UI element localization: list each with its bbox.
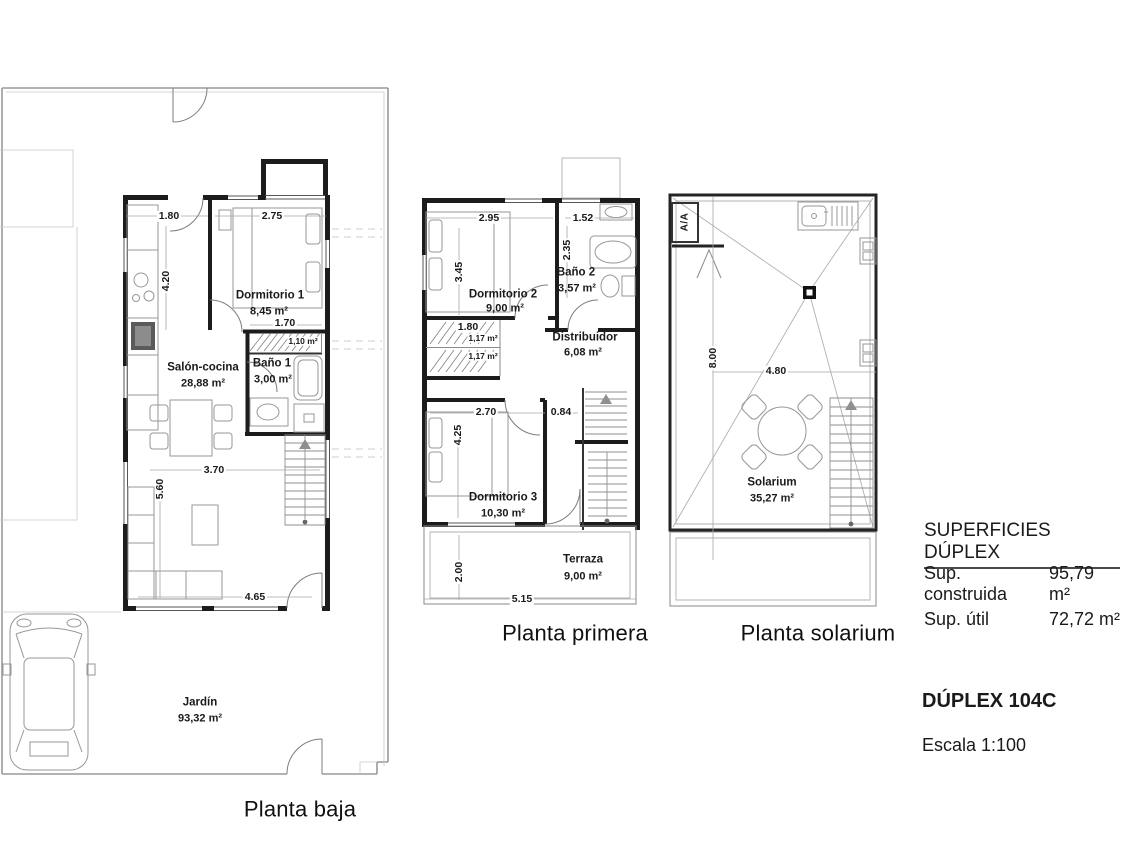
dim-dorm3-width: 2.70 <box>475 405 497 418</box>
dim-solarium-height: 8.00 <box>706 347 719 369</box>
car-top-view <box>3 614 95 770</box>
legend-heading: SUPERFICIES DÚPLEX <box>924 520 1120 569</box>
room-area-dormitorio-3: 10,30 m² <box>480 507 526 520</box>
room-label-dormitorio-1: Dormitorio 1 <box>235 289 305 302</box>
dim-dorm3-height: 4.25 <box>451 424 464 446</box>
legend-label-construida: Sup. construida <box>924 563 1008 604</box>
room-label-dormitorio-3: Dormitorio 3 <box>468 491 538 504</box>
dim-bottom-width: 4.65 <box>244 590 266 603</box>
room-label-terraza: Terraza <box>562 553 604 566</box>
room-label-jardin: Jardín <box>182 696 218 709</box>
room-area-bano-2: 3,57 m² <box>558 282 596 295</box>
dim-hall-width: 0.84 <box>550 405 572 418</box>
ac-unit-label: A/A <box>679 212 691 232</box>
solarium-stairs <box>830 398 873 528</box>
solarium-table <box>740 393 824 471</box>
dim-bano2-width: 1.52 <box>572 211 594 224</box>
room-area-bano-1: 3,00 m² <box>254 373 292 386</box>
room-label-dormitorio-2: Dormitorio 2 <box>468 288 538 301</box>
dining-table <box>150 400 232 456</box>
scale-text: Escala 1:100 <box>922 735 1027 755</box>
legend-value-util: 72,72 m² <box>1048 609 1120 629</box>
dim-bano2-height: 2.35 <box>560 239 573 261</box>
dim-kitchen-height: 4.20 <box>159 270 172 292</box>
legend-row-construida <box>924 563 1120 605</box>
room-label-salon-cocina: Salón-cocina <box>167 361 239 374</box>
legend-row-util <box>924 609 1120 630</box>
area-closet-baja: 1,10 m² <box>288 335 318 346</box>
room-label-distribuidor: Distribuidor <box>552 331 618 344</box>
room-area-dormitorio-2: 9,00 m² <box>486 302 524 315</box>
dim-terraza-height: 2.00 <box>452 561 465 583</box>
caption-planta-baja: Planta baja <box>243 796 357 822</box>
dim-dorm2-width: 2.95 <box>478 211 500 224</box>
legend-value-construida: 95,79 m² <box>1049 563 1095 604</box>
room-label-bano-2: Baño 2 <box>556 266 596 279</box>
dim-closet-width: 1.70 <box>274 316 296 329</box>
first-floor-stairs <box>585 392 627 523</box>
solarium-sink <box>798 202 858 230</box>
dim-salon-height: 5.60 <box>153 478 166 500</box>
room-label-bano-1: Baño 1 <box>252 357 292 370</box>
unit-name: DÚPLEX 104C <box>922 690 1057 712</box>
legend-rows <box>924 563 1120 634</box>
room-area-solarium: 35,27 m² <box>749 492 795 505</box>
room-label-solarium: Solarium <box>747 476 797 489</box>
dim-terraza-width: 5.15 <box>511 592 533 605</box>
room-area-terraza: 9,00 m² <box>564 570 602 583</box>
dim-dorm1-width: 2.75 <box>261 209 283 222</box>
room-area-distribuidor: 6,08 m² <box>564 346 602 359</box>
ground-floor-dim-lines <box>127 216 326 598</box>
legend-label-util: Sup. útil <box>924 609 990 629</box>
ground-floor-stairs <box>285 435 325 525</box>
kitchen-counter <box>127 205 158 430</box>
room-area-jardin: 93,32 m² <box>177 712 223 725</box>
dim-closet1-width: 1.80 <box>457 320 479 333</box>
solarium-lower-terrace <box>670 532 876 606</box>
room-area-dormitorio-1: 8,45 m² <box>250 305 288 318</box>
dim-kitchen-width: 1.80 <box>158 209 180 222</box>
area-closet-2: 1,17 m² <box>468 350 498 361</box>
dim-solarium-width: 4.80 <box>765 364 787 377</box>
area-closet-1: 1,17 m² <box>468 332 498 343</box>
caption-planta-solarium: Planta solarium <box>740 620 896 646</box>
room-area-salon-cocina: 28,88 m² <box>180 377 226 390</box>
dim-dorm2-height: 3.45 <box>452 261 465 283</box>
dim-salon-width: 3.70 <box>203 463 225 476</box>
caption-planta-primera: Planta primera <box>502 620 648 646</box>
sofa <box>128 487 222 599</box>
bed-dormitorio-3 <box>426 412 508 496</box>
solarium-wall-vents <box>860 238 876 366</box>
